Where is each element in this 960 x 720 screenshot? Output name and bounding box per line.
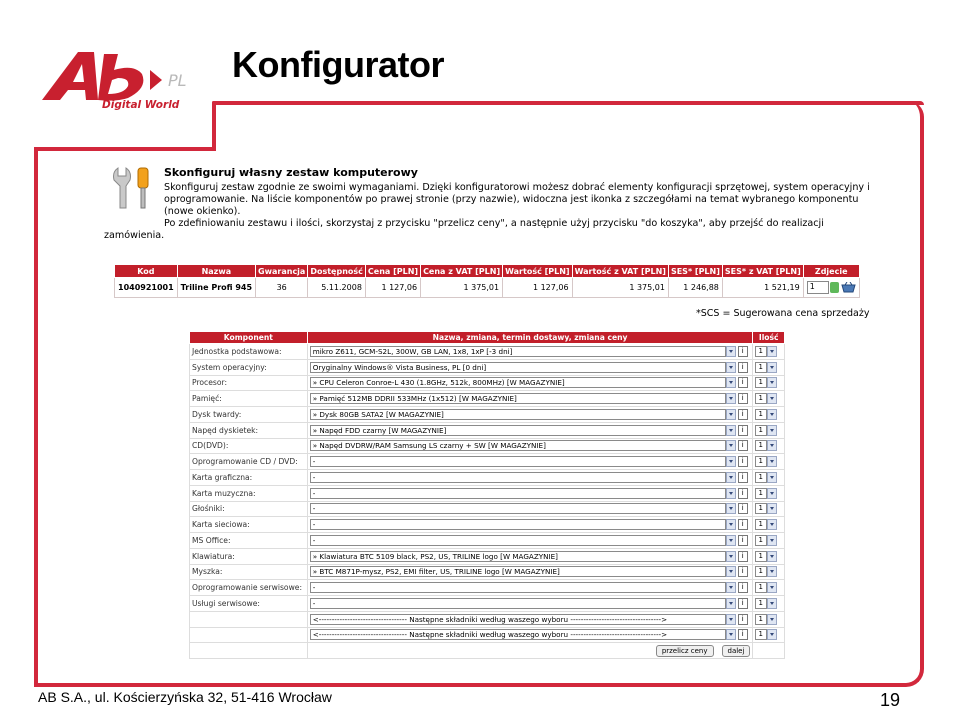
chevron-down-icon[interactable] xyxy=(726,440,736,451)
quantity-select[interactable]: 1 xyxy=(755,425,767,436)
slide-title: Konfigurator xyxy=(232,44,444,85)
component-label: Napęd dyskietek: xyxy=(190,422,308,438)
component-label: Myszka: xyxy=(190,564,308,580)
chevron-down-icon[interactable] xyxy=(767,377,777,388)
component-select-cell xyxy=(307,485,753,501)
info-icon[interactable]: i xyxy=(738,503,748,514)
component-select-cell xyxy=(307,359,753,375)
chevron-down-icon[interactable] xyxy=(767,535,777,546)
component-select[interactable]: » Napęd FDD czarny [W MAGAZYNIE] xyxy=(310,425,726,436)
component-label: Jednostka podstawowa: xyxy=(190,344,308,360)
empty-cell xyxy=(753,643,785,659)
info-icon[interactable]: i xyxy=(738,377,748,388)
quantity-select[interactable]: 1 xyxy=(755,456,767,467)
table-row xyxy=(190,391,785,407)
quantity-cell xyxy=(753,533,785,549)
table-row xyxy=(190,485,785,501)
column-header: Ilość xyxy=(753,332,785,344)
component-select[interactable]: - xyxy=(310,503,726,514)
component-select[interactable]: » BTC M871P-mysz, PS2, EMI filter, US, TRILINE logo [W MAGAZYNIE] xyxy=(310,566,726,577)
quantity-select[interactable]: 1 xyxy=(755,582,767,593)
config-table xyxy=(189,331,785,659)
chevron-down-icon[interactable] xyxy=(767,566,777,577)
column-header: Kod xyxy=(115,265,178,278)
quantity-select[interactable]: 1 xyxy=(755,598,767,609)
quantity-cell xyxy=(753,517,785,533)
quantity-select[interactable]: 1 xyxy=(755,362,767,373)
chevron-down-icon[interactable] xyxy=(726,551,736,562)
quantity-select[interactable]: 1 xyxy=(755,409,767,420)
chevron-down-icon[interactable] xyxy=(726,456,736,467)
column-header: Komponent xyxy=(190,332,308,344)
info-icon[interactable]: i xyxy=(738,362,748,373)
column-header: Cena z VAT [PLN] xyxy=(421,265,503,278)
svg-text:PL: PL xyxy=(168,71,187,90)
chevron-down-icon[interactable] xyxy=(767,440,777,451)
quantity-cell xyxy=(753,564,785,580)
chevron-down-icon[interactable] xyxy=(726,519,736,530)
column-header: Wartość [PLN] xyxy=(503,265,572,278)
quantity-select[interactable]: 1 xyxy=(755,472,767,483)
table-row xyxy=(190,548,785,564)
intro-text: Skonfiguruj zestaw zgodnie ze swoimi wymaganiami. Dzięki konfiguratorowi możesz dobrać elementy konfiguracji sprzętowej, system operacyjny i oprogramowanie. Na liście komponentów po prawej stronie (przy nazwie), widoczna jest ikonka z szczegółami na temat wybranego komponentu (nowe okienko). xyxy=(164,182,870,217)
component-select-cell xyxy=(307,533,753,549)
info-icon[interactable]: i xyxy=(738,472,748,483)
quantity-select[interactable]: 1 xyxy=(755,393,767,404)
chevron-down-icon[interactable] xyxy=(726,346,736,357)
chevron-down-icon[interactable] xyxy=(726,362,736,373)
chevron-down-icon[interactable] xyxy=(767,503,777,514)
component-select[interactable]: - xyxy=(310,535,726,546)
table-row xyxy=(190,501,785,517)
add-to-cart-icon[interactable] xyxy=(841,282,856,294)
component-label: Klawiatura: xyxy=(190,548,308,564)
table-row xyxy=(190,438,785,454)
component-select-cell xyxy=(307,407,753,423)
component-label: System operacyjny: xyxy=(190,359,308,375)
quantity-select[interactable]: 1 xyxy=(755,503,767,514)
configurator-screenshot xyxy=(96,162,880,674)
component-select[interactable]: Oryginalny Windows® Vista Business, PL [0 dni] xyxy=(310,362,726,373)
info-icon[interactable]: i xyxy=(738,440,748,451)
info-icon[interactable]: i xyxy=(738,551,748,562)
component-select[interactable]: <---------------------------------- Następne składniki według waszego wyboru -----------------------------------> xyxy=(310,614,726,625)
quantity-cell xyxy=(753,580,785,596)
chevron-down-icon[interactable] xyxy=(726,566,736,577)
table-row xyxy=(190,359,785,375)
scs-note: *SCS = Sugerowana cena sprzedaży xyxy=(696,308,870,319)
quantity-cell xyxy=(753,359,785,375)
info-icon[interactable]: i xyxy=(738,519,748,530)
quantity-select[interactable]: 1 xyxy=(755,440,767,451)
chevron-down-icon[interactable] xyxy=(767,488,777,499)
table-row xyxy=(190,344,785,360)
component-select[interactable]: - xyxy=(310,488,726,499)
component-label: Oprogramowanie serwisowe: xyxy=(190,580,308,596)
component-select-cell xyxy=(307,517,753,533)
component-select[interactable]: - xyxy=(310,472,726,483)
component-select-cell xyxy=(307,454,753,470)
component-select-cell xyxy=(307,470,753,486)
component-label xyxy=(190,611,308,627)
component-label: Usługi serwisowe: xyxy=(190,596,308,612)
component-select[interactable]: » Napęd DVDRW/RAM Samsung LS czarny + SW [W MAGAZYNIE] xyxy=(310,440,726,451)
chevron-down-icon[interactable] xyxy=(726,425,736,436)
quantity-cell xyxy=(753,438,785,454)
quantity-cell xyxy=(753,407,785,423)
quantity-cell xyxy=(753,485,785,501)
chevron-down-icon[interactable] xyxy=(767,362,777,373)
table-cell: Triline Profi 945 xyxy=(177,278,255,298)
quantity-select[interactable]: 1 xyxy=(755,519,767,530)
chevron-down-icon[interactable] xyxy=(767,346,777,357)
quantity-cell xyxy=(753,611,785,627)
component-label xyxy=(190,627,308,643)
info-icon[interactable]: i xyxy=(738,535,748,546)
button-cell xyxy=(307,643,753,659)
component-select[interactable]: <---------------------------------- Następne składniki według waszego wyboru -----------------------------------> xyxy=(310,629,726,640)
quantity-cell xyxy=(753,470,785,486)
info-icon[interactable]: i xyxy=(738,629,748,640)
quantity-select[interactable]: 1 xyxy=(755,377,767,388)
table-row xyxy=(190,470,785,486)
info-icon[interactable]: i xyxy=(738,346,748,357)
component-label: CD(DVD): xyxy=(190,438,308,454)
column-header: SES* [PLN] xyxy=(668,265,722,278)
chevron-down-icon[interactable] xyxy=(726,409,736,420)
table-cell: 1 375,01 xyxy=(572,278,668,298)
quantity-select[interactable]: 1 xyxy=(755,535,767,546)
quantity-cell xyxy=(753,454,785,470)
table-cell: 5.11.2008 xyxy=(308,278,366,298)
component-label: Karta graficzna: xyxy=(190,470,308,486)
intro-text: Po zdefiniowaniu zestawu i ilości, skorzystaj z przycisku "przelicz ceny", a następnie użyj przycisku "do koszyka", aby przejść do realizacji xyxy=(164,218,824,229)
component-select-cell xyxy=(307,375,753,391)
chevron-down-icon[interactable] xyxy=(726,488,736,499)
chevron-down-icon[interactable] xyxy=(767,551,777,562)
component-label: Karta muzyczna: xyxy=(190,485,308,501)
component-select-cell xyxy=(307,344,753,360)
quantity-cell xyxy=(753,422,785,438)
component-select[interactable]: - xyxy=(310,519,726,530)
quantity-cell xyxy=(803,278,859,298)
quantity-select[interactable]: 1 xyxy=(755,566,767,577)
next-button[interactable]: dalej xyxy=(722,645,751,657)
column-header: SES* z VAT [PLN] xyxy=(722,265,803,278)
component-label: Oprogramowanie CD / DVD: xyxy=(190,454,308,470)
page-number: 19 xyxy=(880,690,901,710)
component-select-cell xyxy=(307,580,753,596)
chevron-down-icon[interactable] xyxy=(726,393,736,404)
intro-heading: Skonfiguruj własny zestaw komputerowy xyxy=(164,166,418,179)
quantity-cell xyxy=(753,344,785,360)
info-icon[interactable]: i xyxy=(738,393,748,404)
component-select-cell xyxy=(307,422,753,438)
chevron-down-icon[interactable] xyxy=(767,409,777,420)
table-cell: 1 375,01 xyxy=(421,278,503,298)
quantity-input[interactable]: 1 xyxy=(807,281,829,294)
chevron-down-icon[interactable] xyxy=(726,535,736,546)
table-cell: 1 127,06 xyxy=(365,278,420,298)
info-icon[interactable]: i xyxy=(738,598,748,609)
quantity-cell xyxy=(753,391,785,407)
component-select-cell xyxy=(307,548,753,564)
intro-text: zamówienia. xyxy=(104,230,165,241)
info-icon[interactable]: i xyxy=(738,488,748,499)
table-cell: 1 246,88 xyxy=(668,278,722,298)
chevron-down-icon[interactable] xyxy=(726,614,736,625)
component-label: MS Office: xyxy=(190,533,308,549)
chevron-down-icon[interactable] xyxy=(726,598,736,609)
button-row xyxy=(190,643,785,659)
table-cell: 1 127,06 xyxy=(503,278,572,298)
component-select-cell xyxy=(307,564,753,580)
table-row xyxy=(190,596,785,612)
chevron-down-icon[interactable] xyxy=(767,472,777,483)
chevron-down-icon[interactable] xyxy=(726,377,736,388)
table-cell: 1040921001 xyxy=(115,278,178,298)
table-row xyxy=(190,564,785,580)
info-icon[interactable]: i xyxy=(738,582,748,593)
component-select-cell xyxy=(307,611,753,627)
table-row xyxy=(190,580,785,596)
table-row xyxy=(190,375,785,391)
info-icon[interactable]: i xyxy=(738,425,748,436)
component-label: Dysk twardy: xyxy=(190,407,308,423)
table-row xyxy=(190,627,785,643)
component-select[interactable]: - xyxy=(310,456,726,467)
component-select[interactable]: - xyxy=(310,582,726,593)
table-row xyxy=(190,407,785,423)
table-row xyxy=(190,454,785,470)
component-select-cell xyxy=(307,501,753,517)
quantity-select[interactable]: 1 xyxy=(755,346,767,357)
column-header: Dostępność xyxy=(308,265,366,278)
quantity-cell xyxy=(753,596,785,612)
component-select[interactable]: - xyxy=(310,598,726,609)
chevron-down-icon[interactable] xyxy=(767,456,777,467)
column-header: Wartość z VAT [PLN] xyxy=(572,265,668,278)
quantity-cell xyxy=(753,501,785,517)
tools-icon xyxy=(108,164,156,212)
column-header: Cena [PLN] xyxy=(365,265,420,278)
table-row xyxy=(190,611,785,627)
chevron-down-icon[interactable] xyxy=(767,393,777,404)
chevron-down-icon[interactable] xyxy=(767,598,777,609)
offer-table xyxy=(114,264,860,298)
logo-tagline: Digital World xyxy=(102,99,180,110)
chevron-down-icon[interactable] xyxy=(767,425,777,436)
chevron-down-icon[interactable] xyxy=(726,582,736,593)
chevron-down-icon[interactable] xyxy=(726,629,736,640)
chevron-down-icon[interactable] xyxy=(726,503,736,514)
info-icon[interactable]: i xyxy=(738,409,748,420)
info-icon[interactable]: i xyxy=(738,566,748,577)
spinner-icon[interactable] xyxy=(830,282,839,293)
info-icon[interactable]: i xyxy=(738,614,748,625)
component-label: Pamięć: xyxy=(190,391,308,407)
component-select[interactable]: » Klawiatura BTC 5109 black, PS2, US, TRILINE logo [W MAGAZYNIE] xyxy=(310,551,726,562)
footer-address: AB S.A., ul. Kościerzyńska 32, 51-416 Wrocław xyxy=(38,689,332,705)
component-select[interactable]: » CPU Celeron Conroe-L 430 (1.8GHz, 512k, 800MHz) [W MAGAZYNIE] xyxy=(310,377,726,388)
column-header: Zdjecie xyxy=(803,265,859,278)
table-row xyxy=(115,278,860,298)
quantity-select[interactable]: 1 xyxy=(755,629,767,640)
component-select-cell xyxy=(307,627,753,643)
component-select[interactable]: » Pamięć 512MB DDRII 533MHz (1x512) [W MAGAZYNIE] xyxy=(310,393,726,404)
component-select[interactable]: mikro Z611, GCM-S2L, 300W, GB LAN, 1x8, 1xP [-3 dni] xyxy=(310,346,726,357)
quantity-select[interactable]: 1 xyxy=(755,551,767,562)
chevron-down-icon[interactable] xyxy=(767,614,777,625)
component-select-cell xyxy=(307,438,753,454)
column-header: Nazwa, zmiana, termin dostawy, zmiana ceny xyxy=(307,332,753,344)
component-select-cell xyxy=(307,391,753,407)
column-header: Gwarancja xyxy=(256,265,308,278)
chevron-down-icon[interactable] xyxy=(767,519,777,530)
empty-cell xyxy=(190,643,308,659)
table-cell: 36 xyxy=(256,278,308,298)
component-label: Głośniki: xyxy=(190,501,308,517)
table-row xyxy=(190,422,785,438)
quantity-select[interactable]: 1 xyxy=(755,614,767,625)
info-icon[interactable]: i xyxy=(738,456,748,467)
quantity-cell xyxy=(753,627,785,643)
quantity-select[interactable]: 1 xyxy=(755,488,767,499)
column-header: Nazwa xyxy=(177,265,255,278)
chevron-down-icon[interactable] xyxy=(726,472,736,483)
table-row xyxy=(190,533,785,549)
recalculate-prices-button[interactable]: przelicz ceny xyxy=(656,645,714,657)
component-select-cell xyxy=(307,596,753,612)
table-cell: 1 521,19 xyxy=(722,278,803,298)
component-select[interactable]: » Dysk 80GB SATA2 [W MAGAZYNIE] xyxy=(310,409,726,420)
chevron-down-icon[interactable] xyxy=(767,582,777,593)
quantity-cell xyxy=(753,375,785,391)
chevron-down-icon[interactable] xyxy=(767,629,777,640)
component-label: Karta sieciowa: xyxy=(190,517,308,533)
quantity-cell xyxy=(753,548,785,564)
component-label: Procesor: xyxy=(190,375,308,391)
table-row xyxy=(190,517,785,533)
